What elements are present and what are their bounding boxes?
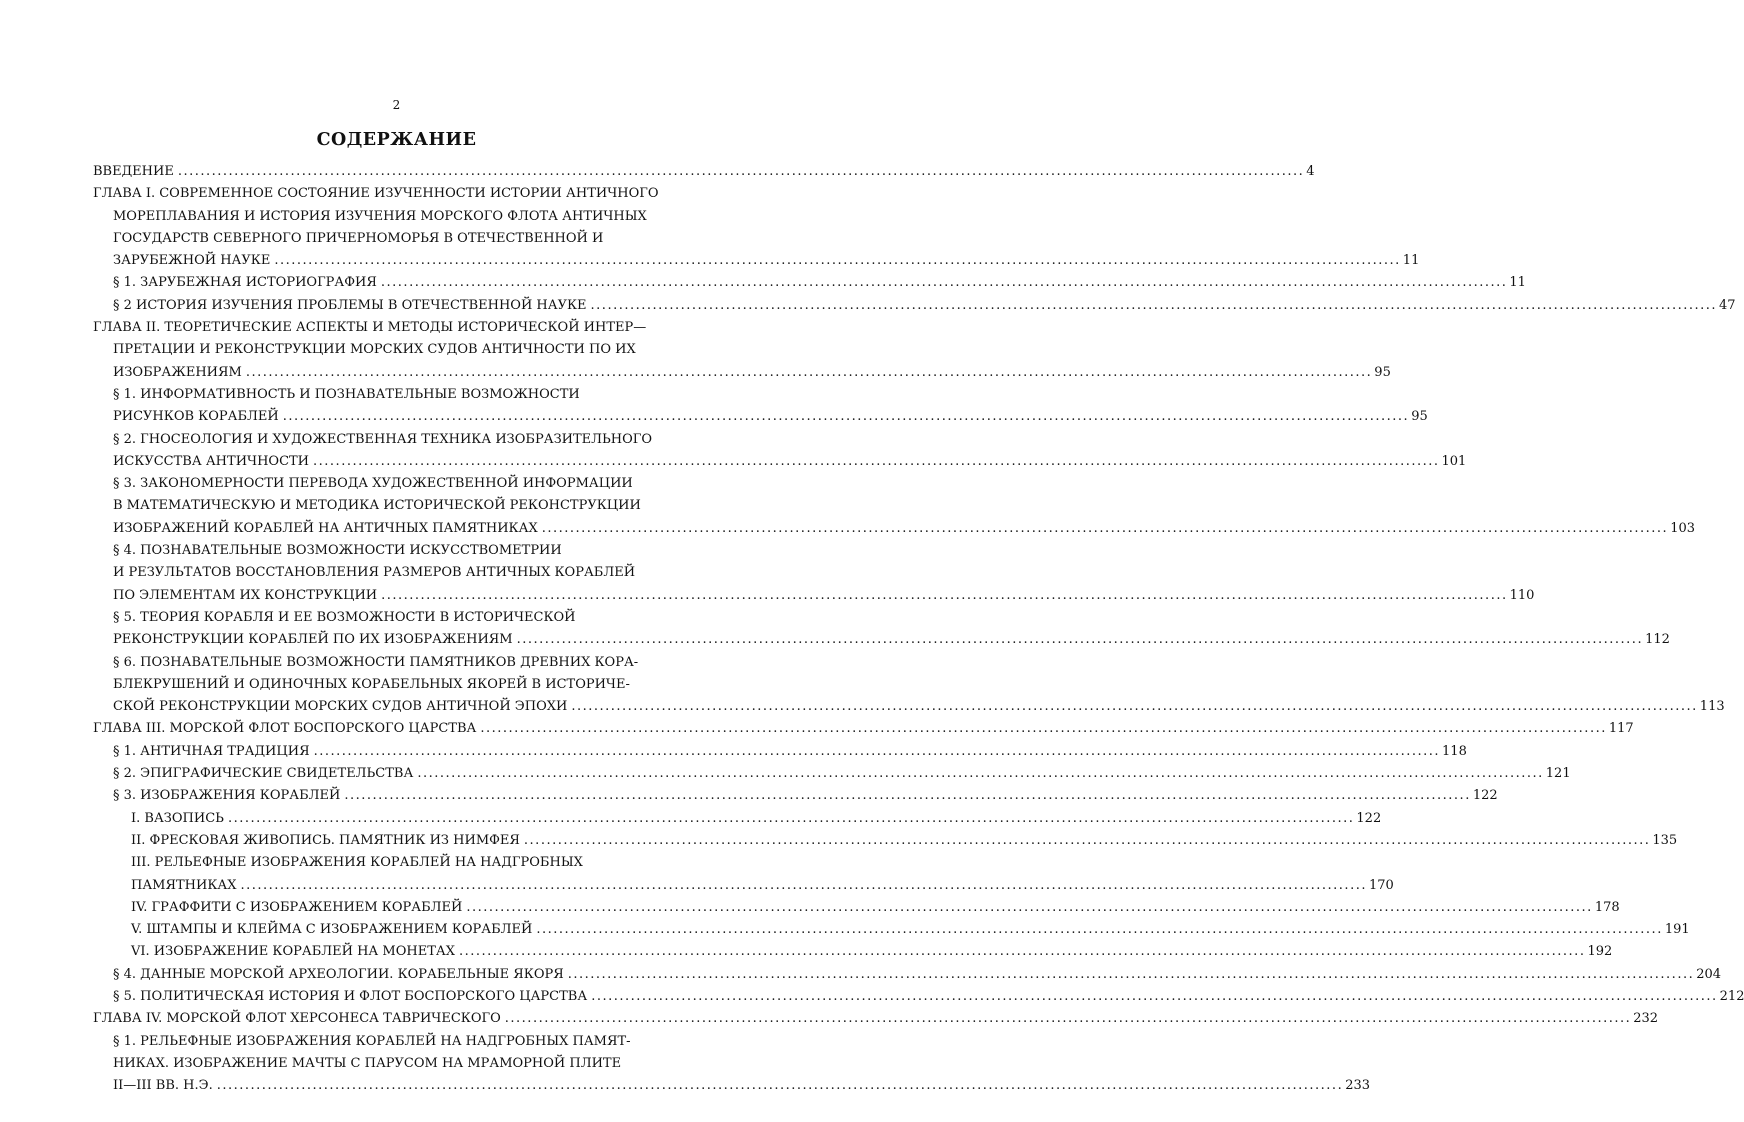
toc-leader-dots: ........................................................................................................................................................................................................ bbox=[571, 699, 1698, 715]
toc-page-number: 212 bbox=[1719, 988, 1744, 1004]
toc-entry-text: В МАТЕМАТИЧЕСКУЮ И МЕТОДИКА ИСТОРИЧЕСКОЙ РЕКОНСТРУКЦИИ bbox=[113, 498, 641, 514]
toc-entry-text: III. РЕЛЬЕФНЫЕ ИЗОБРАЖЕНИЯ КОРАБЛЕЙ НА НАДГРОБНЫХ bbox=[131, 855, 583, 871]
toc-entry bbox=[93, 674, 721, 696]
toc-entry-text: ГЛАВА II. ТЕОРЕТИЧЕСКИЕ АСПЕКТЫ И МЕТОДЫ ИСТОРИЧЕСКОЙ ИНТЕР— bbox=[93, 320, 647, 336]
toc-entry bbox=[93, 206, 721, 228]
toc-entry-text: РИСУНКОВ КОРАБЛЕЙ bbox=[113, 409, 279, 425]
toc-page-number: 110 bbox=[1509, 587, 1535, 603]
toc-entry bbox=[93, 696, 1725, 718]
toc-leader-dots: ........................................................................................................................................................................................................ bbox=[516, 632, 1644, 648]
toc-entry bbox=[93, 518, 1696, 540]
toc-page-number: 11 bbox=[1509, 275, 1526, 291]
toc-entry-text: § 2. ЭПИГРАФИЧЕСКИЕ СВИДЕТЕЛЬСТВА bbox=[113, 766, 414, 782]
toc-leader-dots: ........................................................................................................................................................................................................ bbox=[504, 1011, 1632, 1027]
toc-entry-text: IV. ГРАФФИТИ С ИЗОБРАЖЕНИЕМ КОРАБЛЕЙ bbox=[131, 899, 463, 915]
toc-leader-dots: ........................................................................................................................................................................................................ bbox=[458, 944, 1586, 960]
toc-entry bbox=[93, 451, 1467, 473]
toc-entry bbox=[93, 562, 721, 584]
toc-entry-text: § 3. ИЗОБРАЖЕНИЯ КОРАБЛЕЙ bbox=[113, 788, 341, 804]
toc-entry-text: § 4. ПОЗНАВАТЕЛЬНЫЕ ВОЗМОЖНОСТИ ИСКУССТВОМЕТРИИ bbox=[113, 543, 562, 559]
toc-leader-dots: ........................................................................................................................................................................................................ bbox=[381, 587, 1508, 603]
toc-entry bbox=[93, 897, 1620, 919]
toc-entry-text: II. ФРЕСКОВАЯ ЖИВОПИСЬ. ПАМЯТНИК ИЗ НИМФЕЯ bbox=[131, 832, 520, 848]
toc-entry bbox=[93, 362, 1391, 384]
toc-entry bbox=[93, 830, 1678, 852]
toc-entry-text: V. ШТАМПЫ И КЛЕЙМА С ИЗОБРАЖЕНИЕМ КОРАБЛЕЙ bbox=[131, 922, 533, 938]
toc-entry bbox=[93, 1075, 1371, 1097]
toc-page-number: 191 bbox=[1664, 922, 1690, 938]
toc-page-number: 233 bbox=[1345, 1078, 1371, 1094]
toc-entry-text: ПО ЭЛЕМЕНТАМ ИХ КОНСТРУКЦИИ bbox=[113, 587, 378, 603]
toc-entry bbox=[93, 495, 721, 517]
toc-page-number: 101 bbox=[1441, 453, 1467, 469]
toc-leader-dots: ........................................................................................................................................................................................................ bbox=[536, 922, 1663, 938]
toc-entry bbox=[93, 652, 721, 674]
toc-page-number: 122 bbox=[1356, 810, 1382, 826]
toc-leader-dots: ........................................................................................................................................................................................................ bbox=[344, 788, 1471, 804]
toc-entry-text: ИЗОБРАЖЕНИЙ КОРАБЛЕЙ НА АНТИЧНЫХ ПАМЯТНИКАХ bbox=[113, 520, 538, 536]
toc-leader-dots: ........................................................................................................................................................................................................ bbox=[567, 966, 1695, 982]
toc-entry bbox=[93, 808, 1382, 830]
toc-entry-text: I. ВАЗОПИСЬ bbox=[131, 810, 224, 826]
toc-entry bbox=[93, 964, 1722, 986]
toc-entry-text: ПРЕТАЦИИ И РЕКОНСТРУКЦИИ МОРСКИХ СУДОВ АНТИЧНОСТИ ПО ИХ bbox=[113, 342, 636, 358]
toc-leader-dots: ........................................................................................................................................................................................................ bbox=[523, 832, 1651, 848]
toc-entry-text: § 4. ДАННЫЕ МОРСКОЙ АРХЕОЛОГИИ. КОРАБЕЛЬНЫЕ ЯКОРЯ bbox=[113, 966, 564, 982]
toc-leader-dots: ........................................................................................................................................................................................................ bbox=[380, 275, 1508, 291]
toc-page-number: 204 bbox=[1696, 966, 1722, 982]
toc-entry bbox=[93, 585, 1535, 607]
toc-page-number: 170 bbox=[1368, 877, 1394, 893]
toc-entry-text: § 2 ИСТОРИЯ ИЗУЧЕНИЯ ПРОБЛЕМЫ В ОТЕЧЕСТВЕННОЙ НАУКЕ bbox=[113, 297, 587, 313]
toc-page-number: 118 bbox=[1442, 743, 1467, 759]
toc-page-number: 178 bbox=[1594, 899, 1620, 915]
toc-entry bbox=[93, 785, 1498, 807]
toc-entry-text: VI. ИЗОБРАЖЕНИЕ КОРАБЛЕЙ НА МОНЕТАХ bbox=[131, 944, 455, 960]
toc-leader-dots: ........................................................................................................................................................................................................ bbox=[591, 988, 1718, 1004]
toc-entry bbox=[93, 473, 721, 495]
toc-entry-text: ЗАРУБЕЖНОЙ НАУКЕ bbox=[113, 253, 271, 269]
toc-entry bbox=[93, 339, 721, 361]
toc-entry bbox=[93, 317, 721, 339]
toc-entry-text: ПАМЯТНИКАХ bbox=[131, 877, 237, 893]
toc-entry-text: § 3. ЗАКОНОМЕРНОСТИ ПЕРЕВОДА ХУДОЖЕСТВЕННОЙ ИНФОРМАЦИИ bbox=[113, 476, 633, 492]
page-number: 2 bbox=[392, 98, 401, 112]
toc-entry-text: II—III ВВ. Н.Э. bbox=[113, 1078, 213, 1094]
toc-page-number: 95 bbox=[1374, 364, 1391, 380]
toc-entry bbox=[93, 1053, 721, 1075]
toc-leader-dots: ........................................................................................................................................................................................................ bbox=[216, 1078, 1344, 1094]
toc-leader-dots: ........................................................................................................................................................................................................ bbox=[417, 766, 1544, 782]
toc-leader-dots: ........................................................................................................................................................................................................ bbox=[541, 520, 1669, 536]
toc-page-number: 11 bbox=[1402, 253, 1420, 269]
toc-page-number: 4 bbox=[1306, 164, 1315, 179]
toc-entry-text: ГЛАВА IV. МОРСКОЙ ФЛОТ ХЕРСОНЕСА ТАВРИЧЕСКОГО bbox=[93, 1011, 501, 1027]
toc-entry bbox=[93, 183, 721, 205]
toc-entry bbox=[93, 875, 1394, 897]
toc-page-number: 103 bbox=[1670, 520, 1696, 536]
toc-page-number: 47 bbox=[1719, 297, 1736, 313]
toc-entry bbox=[93, 919, 1690, 941]
toc-entry-text: § 1. ИНФОРМАТИВНОСТЬ И ПОЗНАВАТЕЛЬНЫЕ ВОЗМОЖНОСТИ bbox=[113, 386, 580, 402]
toc-entry-text: РЕКОНСТРУКЦИИ КОРАБЛЕЙ ПО ИХ ИЗОБРАЖЕНИЯМ bbox=[113, 632, 513, 648]
toc-leader-dots: ........................................................................................................................................................................................................ bbox=[245, 364, 1373, 380]
toc-page-number: 95 bbox=[1411, 409, 1428, 425]
toc-entry bbox=[93, 1008, 1659, 1030]
toc-leader-dots: ........................................................................................................................................................................................................ bbox=[466, 899, 1593, 915]
toc-page-number: 232 bbox=[1633, 1011, 1659, 1027]
toc-page-number: 135 bbox=[1652, 832, 1678, 848]
toc-entry-text: § 1. РЕЛЬЕФНЫЕ ИЗОБРАЖЕНИЯ КОРАБЛЕЙ НА НАДГРОБНЫХ ПАМЯТ- bbox=[113, 1033, 631, 1049]
toc-entry bbox=[93, 718, 1634, 740]
toc-entry-text: НИКАХ. ИЗОБРАЖЕНИЕ МАЧТЫ С ПАРУСОМ НА МРАМОРНОЙ ПЛИТЕ bbox=[113, 1055, 622, 1071]
toc-entry bbox=[93, 384, 721, 406]
toc-page-number: 121 bbox=[1545, 766, 1571, 782]
toc-entry bbox=[93, 629, 1670, 651]
toc-entry bbox=[93, 272, 1526, 294]
toc-leader-dots: ........................................................................................................................................................................................................ bbox=[480, 721, 1607, 737]
toc-entry bbox=[93, 941, 1613, 963]
toc-entry-text: ИСКУССТВА АНТИЧНОСТИ bbox=[113, 453, 310, 469]
page-title: СОДЕРЖАНИЕ bbox=[316, 130, 477, 150]
toc-entry-text: ВВЕДЕНИЕ bbox=[93, 164, 174, 179]
table-of-contents bbox=[93, 161, 1744, 1097]
toc-entry bbox=[93, 228, 721, 250]
toc-entry-text: ГОСУДАРСТВ СЕВЕРНОГО ПРИЧЕРНОМОРЬЯ В ОТЕЧЕСТВЕННОЙ И bbox=[113, 230, 604, 246]
toc-entry bbox=[93, 295, 1736, 317]
toc-leader-dots: ........................................................................................................................................................................................................ bbox=[274, 253, 1401, 269]
toc-leader-dots: ........................................................................................................................................................................................................ bbox=[313, 743, 1441, 759]
toc-entry bbox=[93, 852, 721, 874]
toc-entry-text: ИЗОБРАЖЕНИЯМ bbox=[113, 364, 242, 380]
toc-leader-dots: ........................................................................................................................................................................................................ bbox=[240, 877, 1367, 893]
toc-entry bbox=[93, 406, 1428, 428]
toc-entry-text: И РЕЗУЛЬТАТОВ ВОССТАНОВЛЕНИЯ РАЗМЕРОВ АНТИЧНЫХ КОРАБЛЕЙ bbox=[113, 565, 636, 581]
toc-entry bbox=[93, 1031, 721, 1053]
toc-leader-dots: ........................................................................................................................................................................................................ bbox=[282, 409, 1410, 425]
toc-entry bbox=[93, 161, 1315, 183]
toc-entry-text: МОРЕПЛАВАНИЯ И ИСТОРИЯ ИЗУЧЕНИЯ МОРСКОГО ФЛОТА АНТИЧНЫХ bbox=[113, 208, 647, 224]
toc-page-number: 117 bbox=[1608, 721, 1634, 737]
toc-entry-text: § 5. ТЕОРИЯ КОРАБЛЯ И ЕЕ ВОЗМОЖНОСТИ В ИСТОРИЧЕСКОЙ bbox=[113, 609, 576, 625]
toc-entry bbox=[93, 429, 721, 451]
toc-entry-text: ГЛАВА I. СОВРЕМЕННОЕ СОСТОЯНИЕ ИЗУЧЕННОСТИ ИСТОРИИ АНТИЧНОГО bbox=[93, 186, 659, 202]
toc-entry-text: § 1. АНТИЧНАЯ ТРАДИЦИЯ bbox=[113, 743, 310, 759]
toc-page-number: 113 bbox=[1699, 699, 1725, 715]
toc-entry-text: § 2. ГНОСЕОЛОГИЯ И ХУДОЖЕСТВЕННАЯ ТЕХНИКА ИЗОБРАЗИТЕЛЬНОГО bbox=[113, 431, 653, 447]
toc-entry-text: БЛЕКРУШЕНИЙ И ОДИНОЧНЫХ КОРАБЕЛЬНЫХ ЯКОРЕЙ В ИСТОРИЧЕ- bbox=[113, 676, 630, 692]
toc-leader-dots: ........................................................................................................................................................................................................ bbox=[590, 297, 1718, 313]
toc-leader-dots: ........................................................................................................................................................................................................ bbox=[227, 810, 1355, 826]
toc-entry bbox=[93, 250, 1420, 272]
toc-entry bbox=[93, 763, 1571, 785]
toc-entry bbox=[93, 607, 721, 629]
toc-entry-text: СКОЙ РЕКОНСТРУКЦИИ МОРСКИХ СУДОВ АНТИЧНОЙ ЭПОХИ bbox=[113, 699, 568, 715]
toc-entry-text: § 1. ЗАРУБЕЖНАЯ ИСТОРИОГРАФИЯ bbox=[113, 275, 377, 291]
toc-entry-text: § 5. ПОЛИТИЧЕСКАЯ ИСТОРИЯ И ФЛОТ БОСПОРСКОГО ЦАРСТВА bbox=[113, 988, 588, 1004]
toc-page-number: 192 bbox=[1587, 944, 1613, 960]
toc-entry-text: § 6. ПОЗНАВАТЕЛЬНЫЕ ВОЗМОЖНОСТИ ПАМЯТНИКОВ ДРЕВНИХ КОРА- bbox=[113, 654, 639, 670]
toc-leader-dots: ........................................................................................................................................................................................................ bbox=[177, 164, 1305, 179]
toc-page-number: 112 bbox=[1645, 632, 1670, 648]
toc-leader-dots: ........................................................................................................................................................................................................ bbox=[313, 453, 1440, 469]
toc-entry bbox=[93, 540, 721, 562]
toc-entry-text: ГЛАВА III. МОРСКОЙ ФЛОТ БОСПОРСКОГО ЦАРСТВА bbox=[93, 721, 477, 737]
toc-entry bbox=[93, 986, 1744, 1008]
toc-page-number: 122 bbox=[1472, 788, 1498, 804]
toc-entry bbox=[93, 741, 1467, 763]
